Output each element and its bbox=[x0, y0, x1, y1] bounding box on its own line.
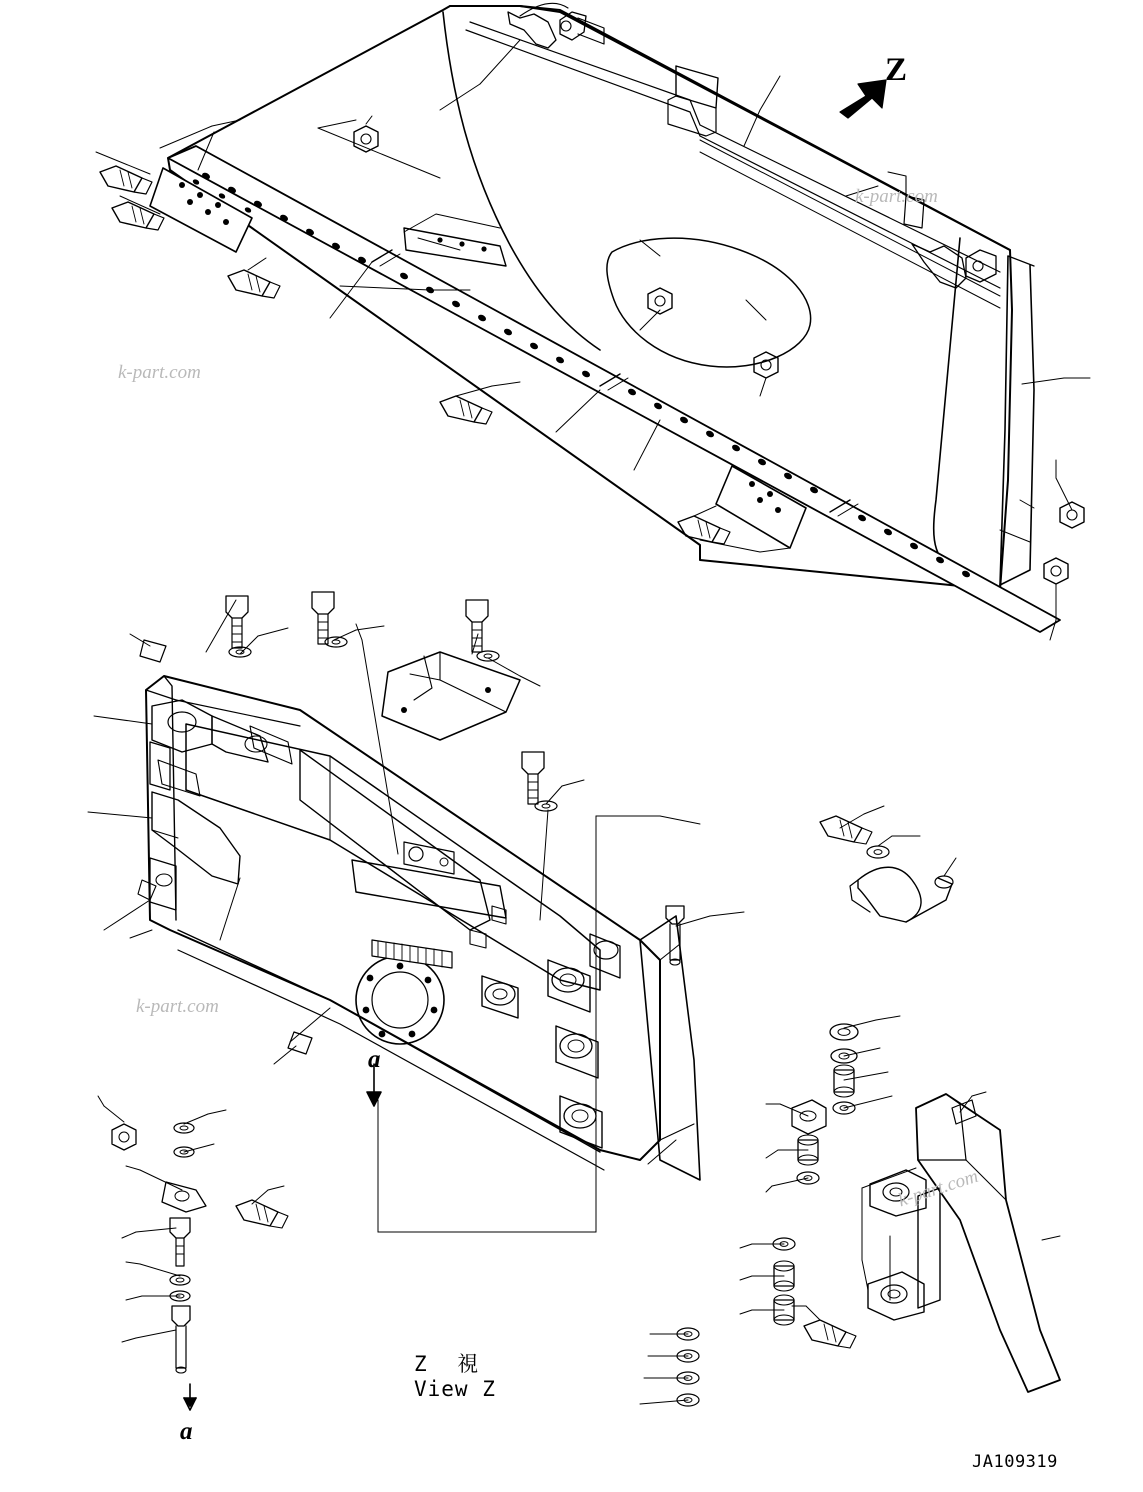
bolt-icon bbox=[236, 1200, 288, 1228]
watermark: k-part.com bbox=[895, 1165, 981, 1212]
blade-end-support-right bbox=[868, 1094, 1060, 1392]
section-callout-a-bottom-label: a bbox=[180, 1418, 193, 1445]
bolt-icon bbox=[226, 596, 248, 648]
view-z-caption-jp: Z 視 bbox=[414, 1352, 488, 1376]
watermark: k-part.com bbox=[118, 362, 201, 383]
bolt-icon bbox=[820, 816, 872, 844]
washer-group-bottom bbox=[677, 1328, 699, 1406]
watermark: k-part.com bbox=[855, 186, 938, 207]
nut-icon bbox=[112, 1124, 136, 1150]
section-callout-a-top-label: a bbox=[368, 1046, 381, 1073]
watermark: k-part.com bbox=[136, 996, 219, 1017]
bolt-icon bbox=[170, 1218, 190, 1266]
hardware-stack-right bbox=[677, 816, 953, 1406]
bushing-stack bbox=[792, 1024, 858, 1184]
view-z-arrow-label: Z bbox=[885, 52, 908, 88]
bracket-icon bbox=[162, 1182, 206, 1212]
grease-fitting-icon bbox=[172, 1306, 190, 1373]
bolt-icon bbox=[312, 592, 334, 644]
bolt-icon bbox=[466, 600, 488, 652]
view-z-caption bbox=[414, 1352, 496, 1402]
hardware-stack-bottom-left bbox=[112, 1123, 288, 1410]
push-frame-weldment bbox=[138, 640, 700, 1180]
bolt-icon bbox=[804, 1320, 856, 1348]
washer-icon bbox=[477, 651, 499, 661]
washer-icon bbox=[170, 1275, 190, 1285]
bushing-stack-lower bbox=[773, 1238, 795, 1325]
bolt-icon bbox=[522, 752, 544, 804]
washer-icon bbox=[867, 846, 889, 858]
view-z-caption-en: View Z bbox=[414, 1377, 496, 1401]
washer-icon bbox=[174, 1123, 194, 1133]
drawing-number: JA109319 bbox=[972, 1452, 1058, 1472]
washer-icon bbox=[535, 801, 557, 811]
cover-plate bbox=[382, 652, 520, 740]
